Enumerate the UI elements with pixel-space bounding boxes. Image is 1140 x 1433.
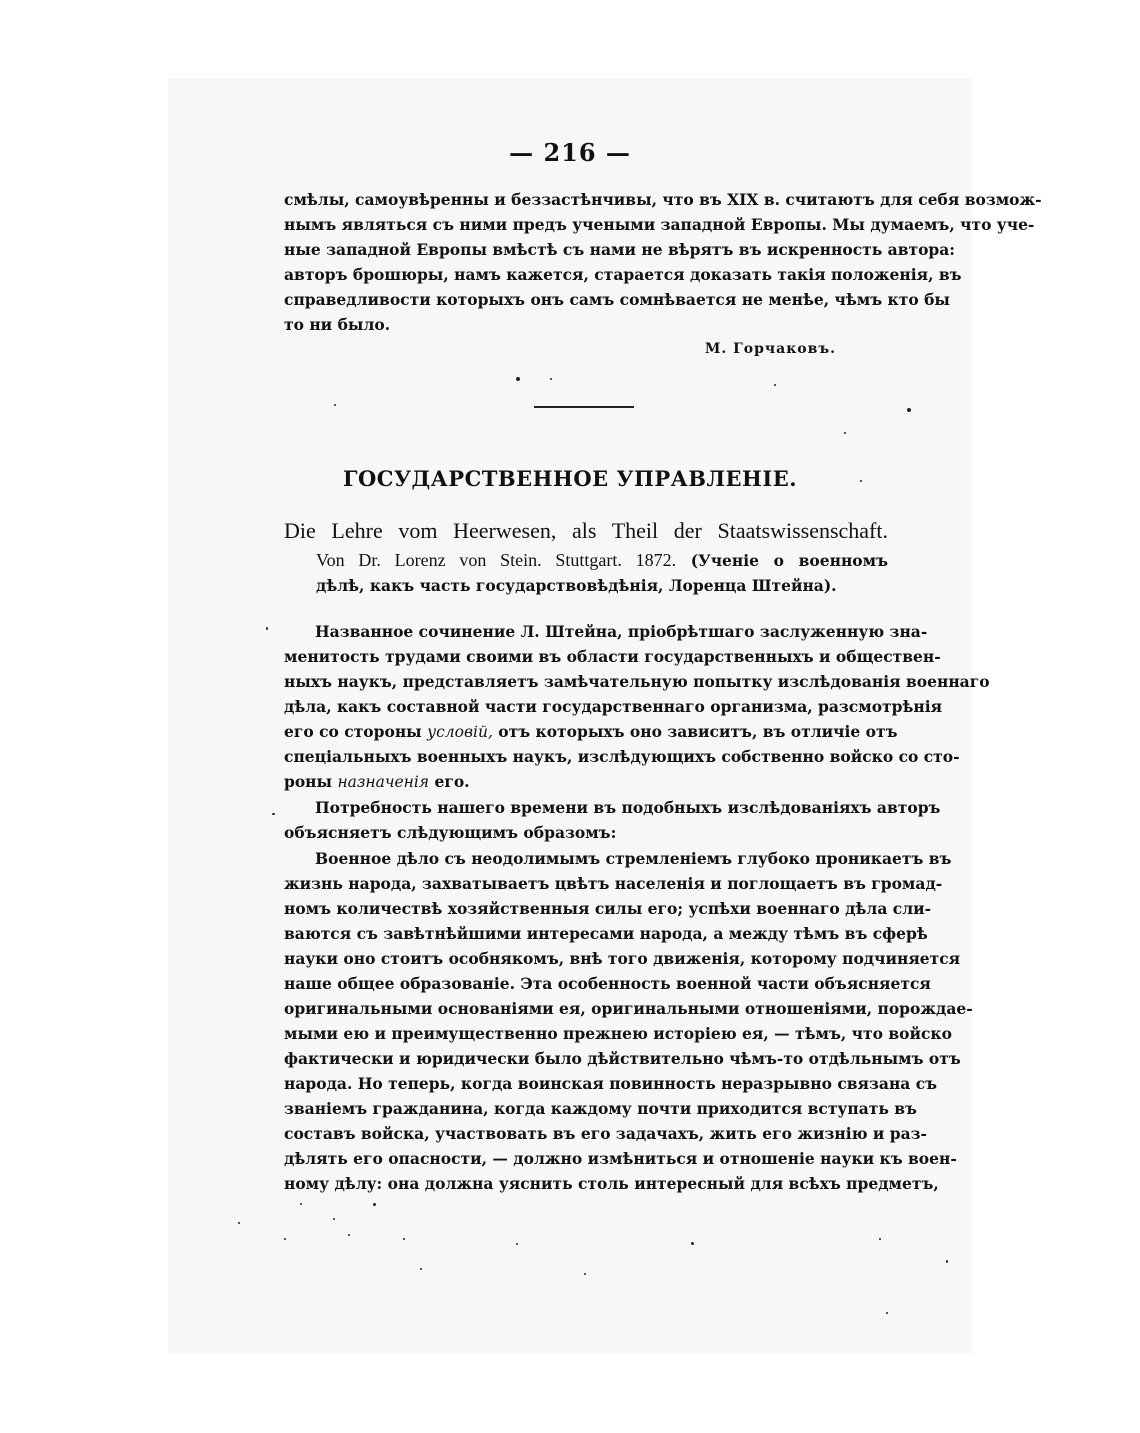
scan-speck — [860, 480, 862, 482]
scan-speck — [373, 1203, 376, 1206]
text-line: составъ войска, участвовать въ его задачахъ, жить его жизнію и раз- — [284, 1124, 927, 1143]
scan-speck — [333, 1218, 335, 1220]
text-line: дѣлять его опасности, — должно измѣниться и отношеніе науки къ воен- — [284, 1149, 957, 1168]
scan-speck — [272, 813, 275, 815]
text-line: Потребность нашего времени въ подобныхъ изслѣдованіяхъ авторъ — [315, 798, 941, 817]
scan-speck — [691, 1242, 694, 1245]
author-signature: М. Горчаковъ. — [704, 341, 836, 357]
text-line: народа. Но теперь, когда воинская повинность неразрывно связана съ — [284, 1074, 938, 1093]
scan-speck — [348, 1234, 350, 1236]
text-line: справедливости которыхъ онъ самъ сомнѣвается не менѣе, чѣмъ кто бы — [284, 290, 950, 309]
book-russian-title-start: (Ученіе о военномъ — [690, 551, 888, 570]
text-segment: его. — [434, 772, 470, 791]
section-divider — [534, 406, 634, 408]
scan-speck — [334, 404, 336, 406]
text-line: жизнь народа, захватываетъ цвѣтъ населенія и поглощаетъ въ громад- — [284, 874, 943, 893]
scan-speck — [584, 1273, 586, 1275]
text-line: ные западной Европы вмѣстѣ съ нами не вѣрятъ въ искренность автора: — [284, 240, 956, 259]
scan-speck — [907, 408, 911, 412]
text-line: ному дѣлу: она должна уяснить столь интересный для всѣхъ предметъ, — [284, 1174, 939, 1193]
text-line: науки оно стоитъ особнякомъ, внѣ того движенія, которому подчиняется — [284, 949, 961, 968]
body-paragraph-1 — [284, 619, 990, 794]
text-segment: отъ которыхъ оно зависитъ, въ отличіе отъ — [498, 722, 898, 741]
book-title: Die Lehre vom Heerwesen, als Theil der Staatswissenschaft. — [284, 518, 888, 543]
book-subtitle-line: дѣлѣ, какъ часть государствовѣдѣнія, Лоренца Штейна). — [316, 576, 837, 595]
text-line: званіемъ гражданина, когда каждому почти приходится вступать въ — [284, 1099, 917, 1118]
scan-speck — [844, 432, 846, 434]
text-line: оригинальными основаніями ея, оригинальными отношеніями, порождае- — [284, 999, 973, 1018]
body-paragraph-2 — [284, 795, 941, 845]
scan-speck — [516, 377, 520, 381]
text-line: менитость трудами своими въ области государственныхъ и обществен- — [284, 647, 941, 666]
text-line: нымъ являться съ ними предъ учеными западной Европы. Мы думаемъ, что уче- — [284, 215, 1035, 234]
book-subtitle-line — [316, 548, 888, 573]
text-line: то ни было. — [284, 315, 391, 334]
scan-speck — [550, 378, 552, 380]
text-segment: роны — [284, 772, 333, 791]
scan-speck — [879, 1238, 881, 1240]
text-line: спеціальныхъ военныхъ наукъ, изслѣдующихъ собственно войско со сто- — [284, 747, 960, 766]
scan-speck — [420, 1268, 422, 1270]
text-segment: его со стороны — [284, 722, 422, 741]
text-line — [284, 769, 886, 794]
intro-paragraph — [284, 187, 1042, 337]
text-line: фактически и юридически было дѣйствительно чѣмъ-то отдѣльнымъ отъ — [284, 1049, 961, 1068]
body-paragraph-3 — [284, 846, 973, 1196]
text-line: номъ количествѣ хозяйственныя силы его; успѣхи военнаго дѣла сли- — [284, 899, 932, 918]
page-number: — 216 — — [509, 138, 631, 167]
text-line: Названное сочинение Л. Штейна, пріобрѣтшаго заслуженную зна- — [315, 622, 928, 641]
scan-speck — [403, 1238, 405, 1240]
text-line: наше общее образованіе. Эта особенность военной части объясняется — [284, 974, 931, 993]
italic-term: условій, — [427, 723, 493, 741]
scan-speck — [266, 627, 268, 630]
text-line: мыми ею и преимущественно прежнею исторіею ея, — тѣмъ, что войско — [284, 1024, 952, 1043]
text-line: объясняетъ слѣдующимъ образомъ: — [284, 823, 617, 842]
scan-speck — [774, 384, 776, 386]
book-subtitle — [316, 548, 888, 598]
text-line: смѣлы, самоувѣренны и беззастѣнчивы, что въ XIX в. считаютъ для себя возмож- — [284, 190, 1042, 209]
text-line: дѣла, какъ составной части государственнаго организма, разсмотрѣнія — [284, 697, 943, 716]
scan-speck — [238, 1222, 240, 1224]
text-line: Военное дѣло съ неодолимымъ стремленіемъ глубоко проникаетъ въ — [315, 849, 952, 868]
text-line: ныхъ наукъ, представляетъ замѣчательную попытку изслѣдованія военнаго — [284, 672, 990, 691]
scan-speck — [516, 1243, 518, 1245]
scan-speck — [886, 1312, 888, 1314]
book-author-imprint: Von Dr. Lorenz von Stein. Stuttgart. 1872. — [316, 550, 677, 570]
section-heading: ГОСУДАРСТВЕННОЕ УПРАВЛЕНІЕ. — [342, 466, 798, 491]
scan-speck — [300, 1203, 302, 1205]
text-line: авторъ брошюры, намъ кажется, старается доказать такія положенія, въ — [284, 265, 962, 284]
italic-term: назначенія — [337, 773, 430, 791]
scan-speck — [284, 1238, 286, 1240]
scan-speck — [946, 1260, 948, 1263]
text-line — [284, 719, 898, 744]
text-line: ваются съ завѣтнѣйшими интересами народа, а между тѣмъ въ сферѣ — [284, 924, 928, 943]
